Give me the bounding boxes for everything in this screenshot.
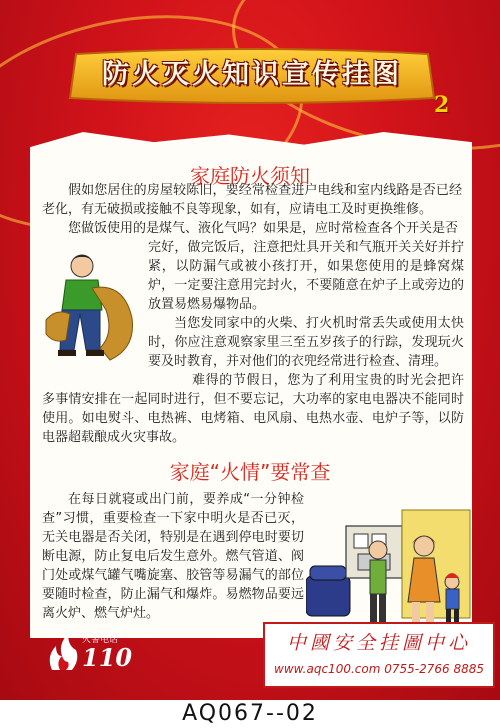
paragraph-rest: 情安排在一起同时进行，但不要忘记，大功率的家电电器决不能同时使用。如电熨斗、电热裤、电烤箱、电风扇、电热水壶、电炉子等，以防电器超载酿成火灾事故。 [42,392,464,445]
paragraph: 假如您居住的房屋较陈旧，要经常检查进户电线和室内线路是否已经老化，有无破损或接触不良等现象，如有，应请电工及时更换维修。 [42,183,462,217]
hotline-label: 火警电话 [82,635,119,645]
product-code-caption: AQ067--02 [182,701,318,726]
publisher-name: 中國安全挂圖中心 [286,632,471,654]
publisher-stamp [263,622,495,688]
family-checking-meter-illustration [306,506,472,632]
paragraph: 在每日就寝或出门前，要养成“一分钟检查”习惯，重要检查一下家中明火是否已灭，无关电器是否关闭，特别是在遇到停电时要切断电源，防止复电后发生意外。燃气管道、阀门处或煤气罐气嘴旋塞、胶管等易漏气的部位要随时检查，防止漏气和爆炸。易燃物品要远离火炉、燃气炉灶。 [42,492,304,621]
hotline-number: 110 [82,643,133,672]
publisher-contact: www.aqc100.com 0755-2766 8885 [274,662,484,676]
page-number: 2 [434,92,450,118]
title-banner [62,48,442,104]
paragraph: 当您发同家中的火柴、打火机时常丢失或使用太快时，你应注意观察家里三至五岁孩子的行踪，发现玩火要及时教育，并对他们的衣兜经常进行检查、清理。 [148,316,464,369]
poster-title: 防火灭火知识宣传挂图 [102,59,402,90]
section-heading: 家庭“火情”要常查 [169,460,331,484]
paragraph: 完好，做完饭后，注意把灶具开关和气瓶开关关好并拧紧，以防漏气或被小孩打开，如果您使用的是蜂窝煤炉，一定要注意用完封火，不要随意在炉子上或旁边的放置易燃易爆物品。 [148,240,464,312]
man-checking-clothes-illustration [40,248,140,368]
paragraph-lead: 难得的节假日，您为了利用宝贵的时光会把许多事 [42,373,464,407]
paragraph [42,371,464,447]
paragraph: 您做饭使用的是煤气、液化气吗？如果是，应时常检查各个开关是否 [68,221,459,236]
section-heading: 家庭防火须知 [190,164,310,188]
